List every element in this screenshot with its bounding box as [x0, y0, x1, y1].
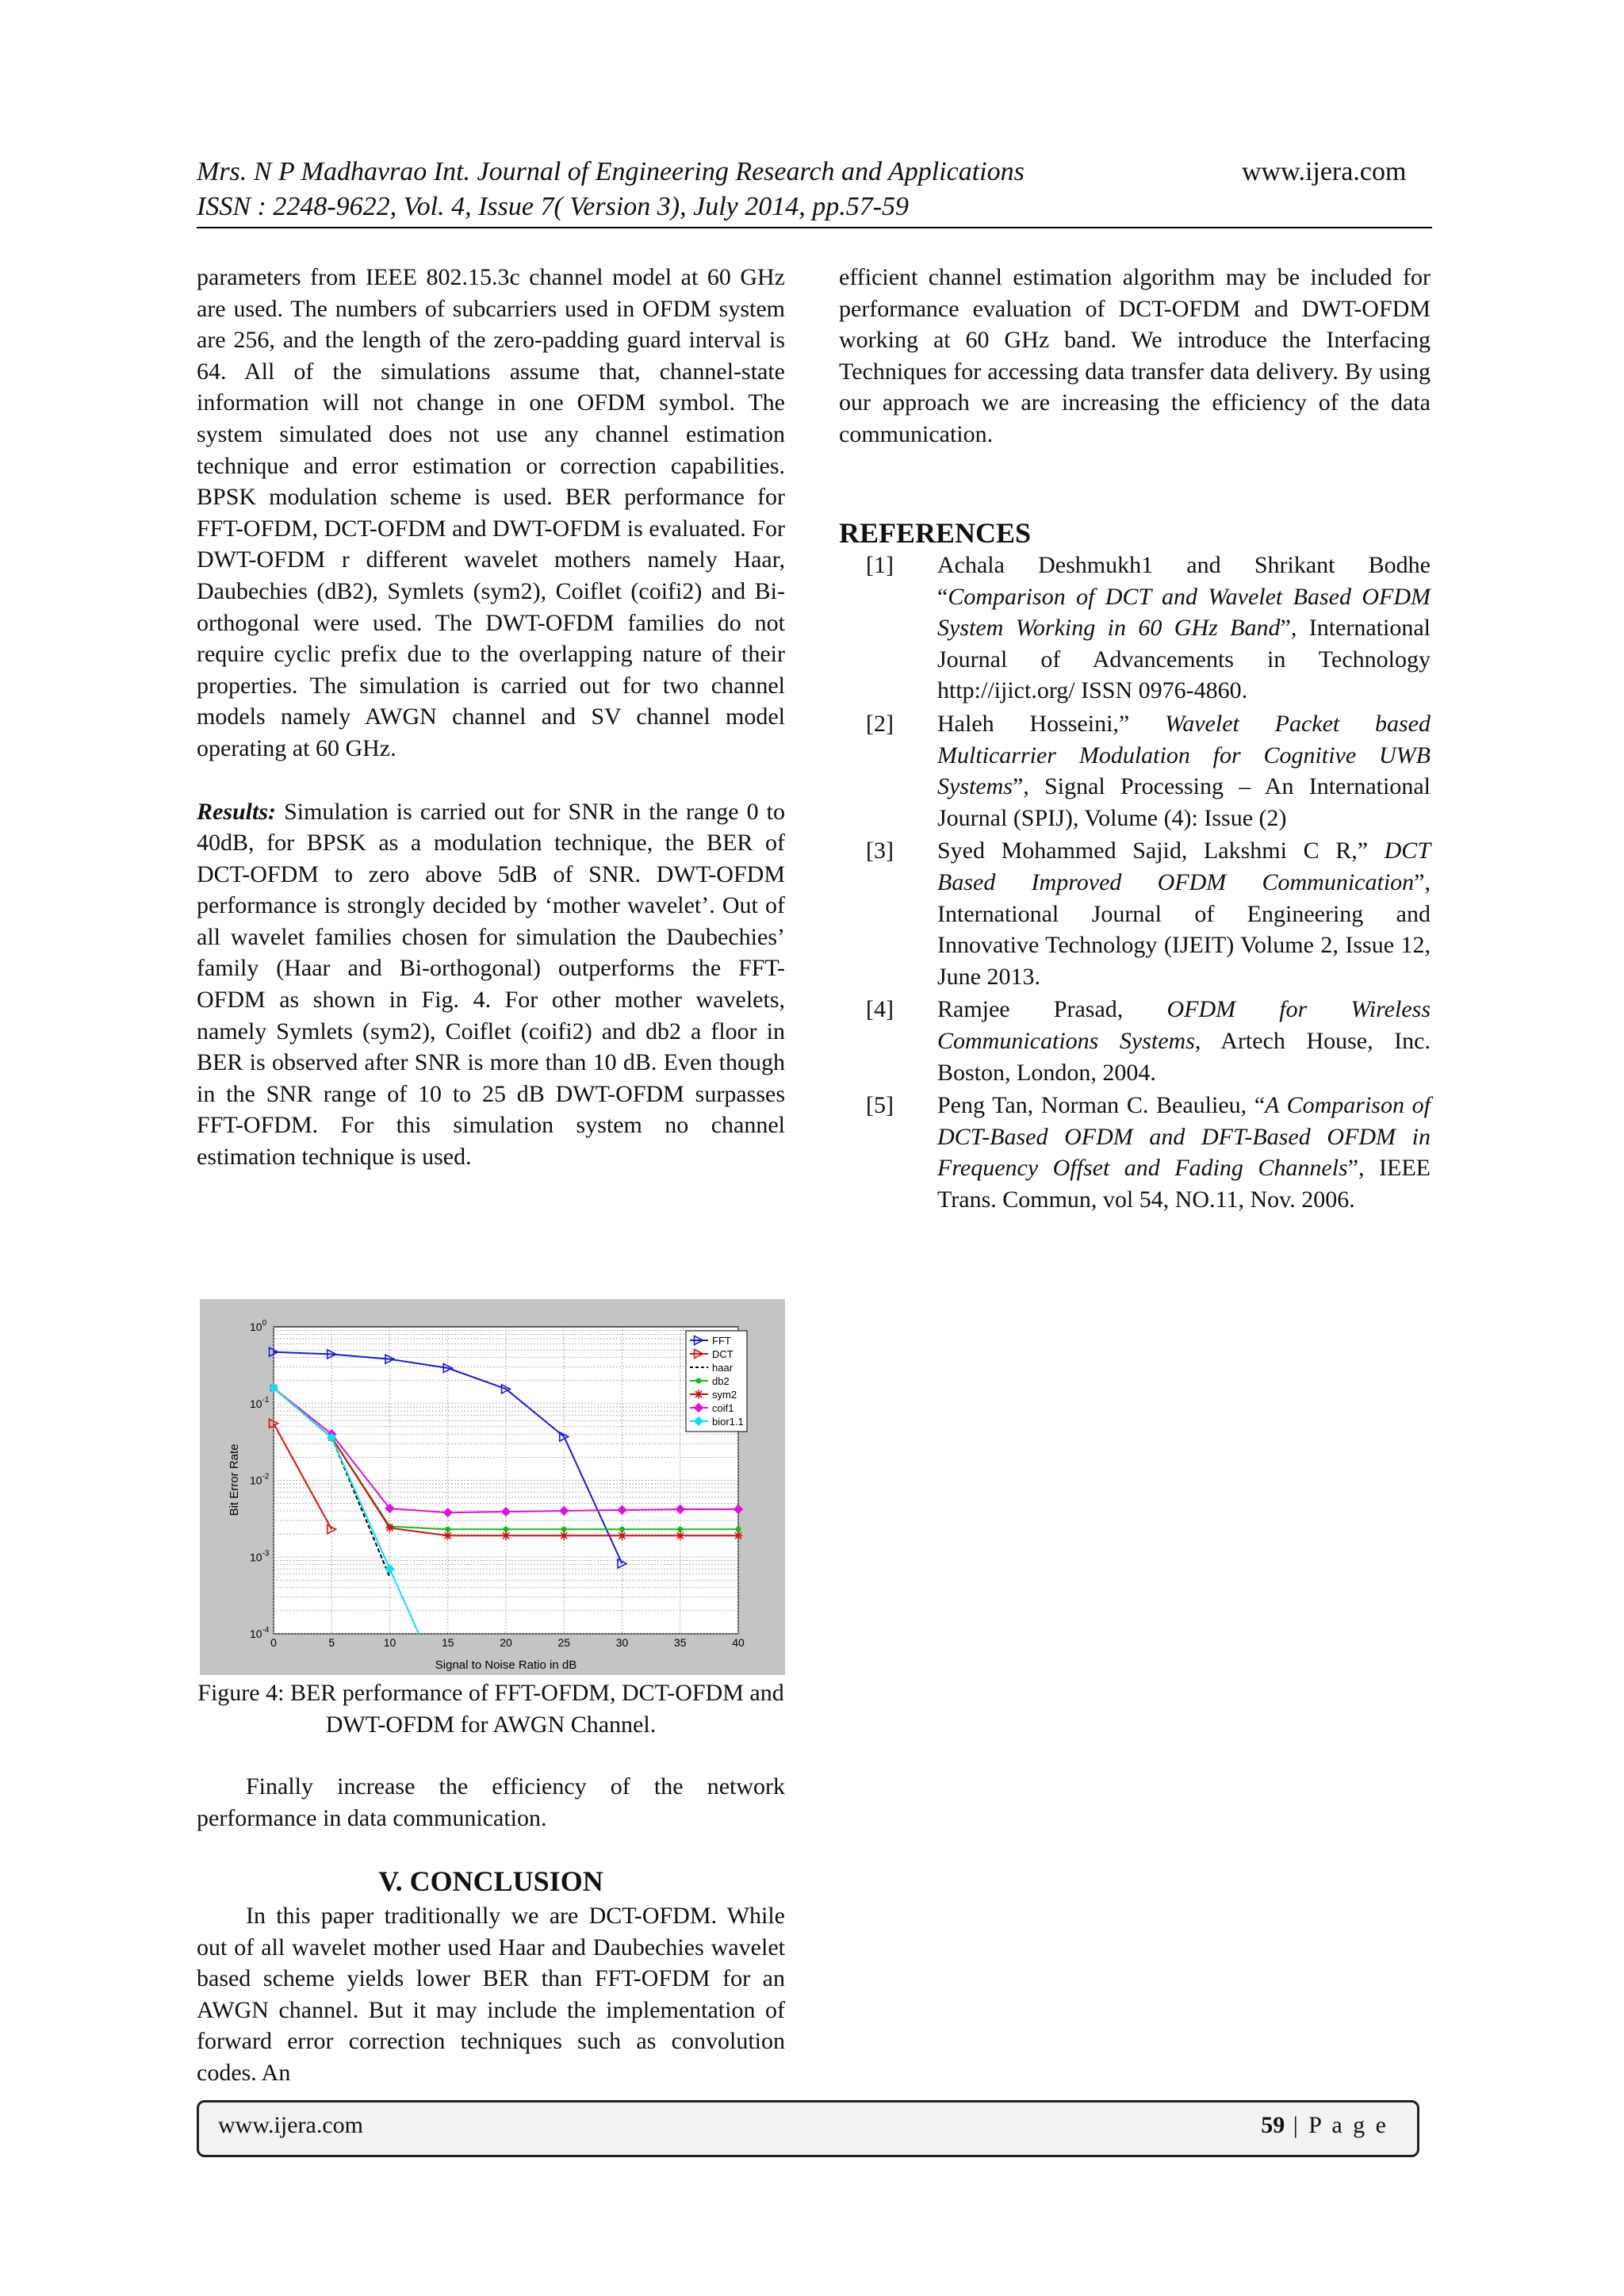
x-tick-label: 30: [615, 1636, 629, 1649]
conclusion-paragraph: In this paper traditionally we are DCT-OFDM. While out of all wavelet mother used Haar and Daubechies wavelet based scheme yields lower BER than FFT-OFDM for an AWGN channel. But it may include the implementation of forward error correction techniques such as convolution codes. An: [197, 1903, 785, 2086]
data-point-marker: [502, 1531, 511, 1540]
x-tick-label: 0: [270, 1636, 277, 1649]
footer-url[interactable]: www.ijera.com: [218, 2112, 363, 2138]
y-tick-exponent: -1: [262, 1395, 270, 1405]
y-tick-exponent: -3: [262, 1549, 270, 1558]
legend-label: sym2: [712, 1389, 737, 1401]
header-rule: [197, 227, 1432, 228]
y-tick-mantissa: 10: [250, 1627, 262, 1640]
reference-item: [839, 550, 1431, 707]
legend-label: haar: [712, 1362, 733, 1374]
y-tick-label: [250, 1473, 270, 1487]
data-point-marker: [445, 1527, 450, 1532]
y-tick-mantissa: 10: [250, 1474, 262, 1487]
journal-citation-line2: ISSN : 2248-9622, Vol. 4, Issue 7( Version 3), July 2014, pp.57-59: [197, 192, 910, 221]
results-text: Simulation is carried out for SNR in the range 0 to 40dB, for BPSK as a modulation technique, the BER of DCT-OFDM to zero above 5dB of SNR. DWT-OFDM performance is strongly decided by ‘mother wavelet’. Out of all wavelet families chosen for simulation the Daubechies’ family (Haar and Bi-orthogonal) outperforms the FFT-OFDM as shown in Fig. 4. For other mother wavelets, namely Symlets (sym2), Coiflet (coifi2) and db2 a floor in BER is observed after SNR is more than 10 dB. Even though in the SNR range of 10 to 25 dB DWT-OFDM surpasses FFT-OFDM. For this simulation system no channel estimation technique is used.: [197, 798, 785, 1171]
x-tick-label: 25: [557, 1636, 571, 1649]
y-tick-label: [250, 1626, 270, 1640]
reference-source: , Artech House, Inc. Boston, London, 2004.: [937, 1027, 1431, 1086]
reference-title: Wavelet Packet based Multicarrier Modulation for Cognitive UWB Systems: [937, 710, 1431, 800]
reference-number: [1]: [866, 552, 894, 578]
y-tick-mantissa: 10: [250, 1397, 262, 1410]
legend-label: db2: [712, 1375, 730, 1387]
reference-text: [937, 835, 1431, 992]
x-tick-label: 40: [732, 1636, 745, 1649]
y-axis-label: Bit Error Rate: [228, 1443, 241, 1516]
x-axis-label: Signal to Noise Ratio in dB: [435, 1658, 577, 1672]
references-heading: REFERENCES: [839, 517, 1032, 549]
reference-text: [937, 1090, 1431, 1215]
conclusion-heading: V. CONCLUSION: [378, 1865, 603, 1897]
reference-text: [937, 708, 1431, 834]
footer-page-indicator: [1261, 2112, 1388, 2139]
references-list: [839, 550, 1431, 1217]
page-footer: [197, 2100, 1419, 2157]
data-point-marker: [696, 1378, 702, 1384]
reference-title: A Comparison of DCT-Based OFDM and DFT-Based OFDM in Frequency Offset and Fading Channels: [937, 1092, 1431, 1182]
results-paragraph: [197, 796, 785, 1173]
legend-label: bior1.1: [712, 1416, 744, 1428]
x-tick-label: 15: [441, 1636, 454, 1649]
reference-item: [839, 994, 1431, 1088]
data-point-marker: [734, 1531, 743, 1540]
journal-url[interactable]: www.ijera.com: [1242, 157, 1407, 186]
reference-source: ”, Signal Processing – An International Journal (SPIJ), Volume (4): Issue (2): [937, 773, 1431, 831]
chart-legend: [686, 1331, 747, 1432]
reference-text: [937, 550, 1431, 707]
closing-paragraph: Finally increase the efficiency of the network performance in data communication.: [197, 1773, 785, 1831]
page-word: | P a g e: [1285, 2112, 1388, 2138]
reference-authors: Peng Tan, Norman C. Beaulieu, “: [937, 1092, 1266, 1119]
reference-number: [3]: [866, 838, 894, 864]
data-point-marker: [561, 1527, 567, 1532]
figure-caption: Figure 4: BER performance of FFT-OFDM, DCT-OFDM and DWT-OFDM for AWGN Channel.: [197, 1680, 784, 1738]
y-tick-label: [250, 1549, 270, 1563]
data-point-marker: [619, 1527, 625, 1532]
reference-source: ”, International Journal of Advancements in Technology http://ijict.org/ ISSN 0976-4860.: [937, 615, 1431, 704]
reference-authors: Syed Mohammed Sajid, Lakshmi C R,”: [937, 838, 1385, 864]
page-number: 59: [1261, 2112, 1285, 2138]
journal-citation-line1: Mrs. N P Madhavrao Int. Journal of Engineering Research and Applications: [197, 157, 1025, 186]
x-tick-label: 35: [673, 1636, 687, 1649]
data-point-marker: [618, 1531, 626, 1540]
reference-number: [2]: [866, 710, 894, 737]
data-point-marker: [443, 1531, 452, 1540]
ber-chart-figure: [200, 1299, 785, 1675]
simulation-parameters-paragraph: parameters from IEEE 802.15.3c channel model at 60 GHz are used. The numbers of subcarriers used in OFDM system are 256, and the length of the zero-padding guard interval is 64. All of the simulations assume that, channel-state information will not change in one OFDM symbol. The system simulated does not use any channel estimation technique and error estimation or correction capabilities. BPSK modulation scheme is used. BER performance for FFT-OFDM, DCT-OFDM and DWT-OFDM is evaluated. For DWT-OFDM r different wavelet mothers namely Haar, Daubechies (dB2), Symlets (sym2), Coiflet (coifi2) and Bi-orthogonal were used. The DWT-OFDM families do not require cyclic prefix due to the overlapping nature of their properties. The simulation is carried out for two channel models namely AWGN channel and SV channel model operating at 60 GHz.: [197, 264, 785, 761]
y-tick-label: [250, 1319, 267, 1333]
journal-citation: [197, 155, 1025, 224]
legend-label: FFT: [712, 1335, 731, 1347]
x-tick-label: 10: [383, 1636, 396, 1649]
reference-number: [4]: [866, 996, 894, 1023]
y-tick-mantissa: 10: [250, 1320, 262, 1333]
reference-number: [5]: [866, 1092, 894, 1119]
reference-item: [839, 835, 1431, 992]
reference-title: OFDM for Wireless Communications Systems: [937, 996, 1431, 1054]
reference-authors: Achala Deshmukh1 and Shrikant Bodhe “: [937, 552, 1431, 610]
reference-source: ”, International Journal of Engineering and Innovative Technology (IJEIT) Volume 2, Issue 12, June 2013.: [937, 868, 1431, 990]
y-tick-exponent: -2: [262, 1472, 270, 1481]
reference-authors: Ramjee Prasad,: [937, 996, 1167, 1023]
y-tick-exponent: -4: [262, 1626, 270, 1635]
legend-label: coif1: [712, 1402, 734, 1414]
reference-source: ”, IEEE Trans. Commun, vol 54, NO.11, Nov. 2006.: [937, 1155, 1431, 1213]
x-tick-label: 5: [328, 1636, 335, 1649]
right-column: [839, 262, 1431, 450]
reference-item: [839, 1090, 1431, 1215]
y-tick-mantissa: 10: [250, 1550, 262, 1564]
reference-title: Comparison of DCT and Wavelet Based OFDM System Working in 60 GHz Band: [937, 583, 1431, 642]
left-column: [197, 262, 785, 1173]
data-point-marker: [504, 1527, 509, 1532]
results-label: Results:: [197, 798, 277, 825]
y-tick-exponent: 0: [262, 1319, 267, 1328]
reference-item: [839, 708, 1431, 834]
conclusion-continued-paragraph: efficient channel estimation algorithm may be included for performance evaluation of DCT-OFDM and DWT-OFDM working at 60 GHz band. We introduce the Interfacing Techniques for accessing data transfer data delivery. By using our approach we are increasing the efficiency of the data communication.: [839, 264, 1431, 447]
data-point-marker: [677, 1527, 683, 1532]
reference-title: DCT Based Improved OFDM Communication: [937, 838, 1431, 895]
y-tick-label: [250, 1396, 270, 1410]
data-point-marker: [695, 1390, 703, 1399]
data-point-marker: [385, 1524, 394, 1532]
data-point-marker: [736, 1527, 741, 1532]
data-point-marker: [560, 1531, 569, 1540]
x-tick-label: 20: [500, 1636, 512, 1649]
reference-authors: Haleh Hosseini,”: [937, 710, 1165, 737]
legend-label: DCT: [712, 1348, 733, 1360]
ber-chart: [200, 1299, 785, 1675]
data-point-marker: [676, 1531, 684, 1540]
reference-text: [937, 994, 1431, 1088]
